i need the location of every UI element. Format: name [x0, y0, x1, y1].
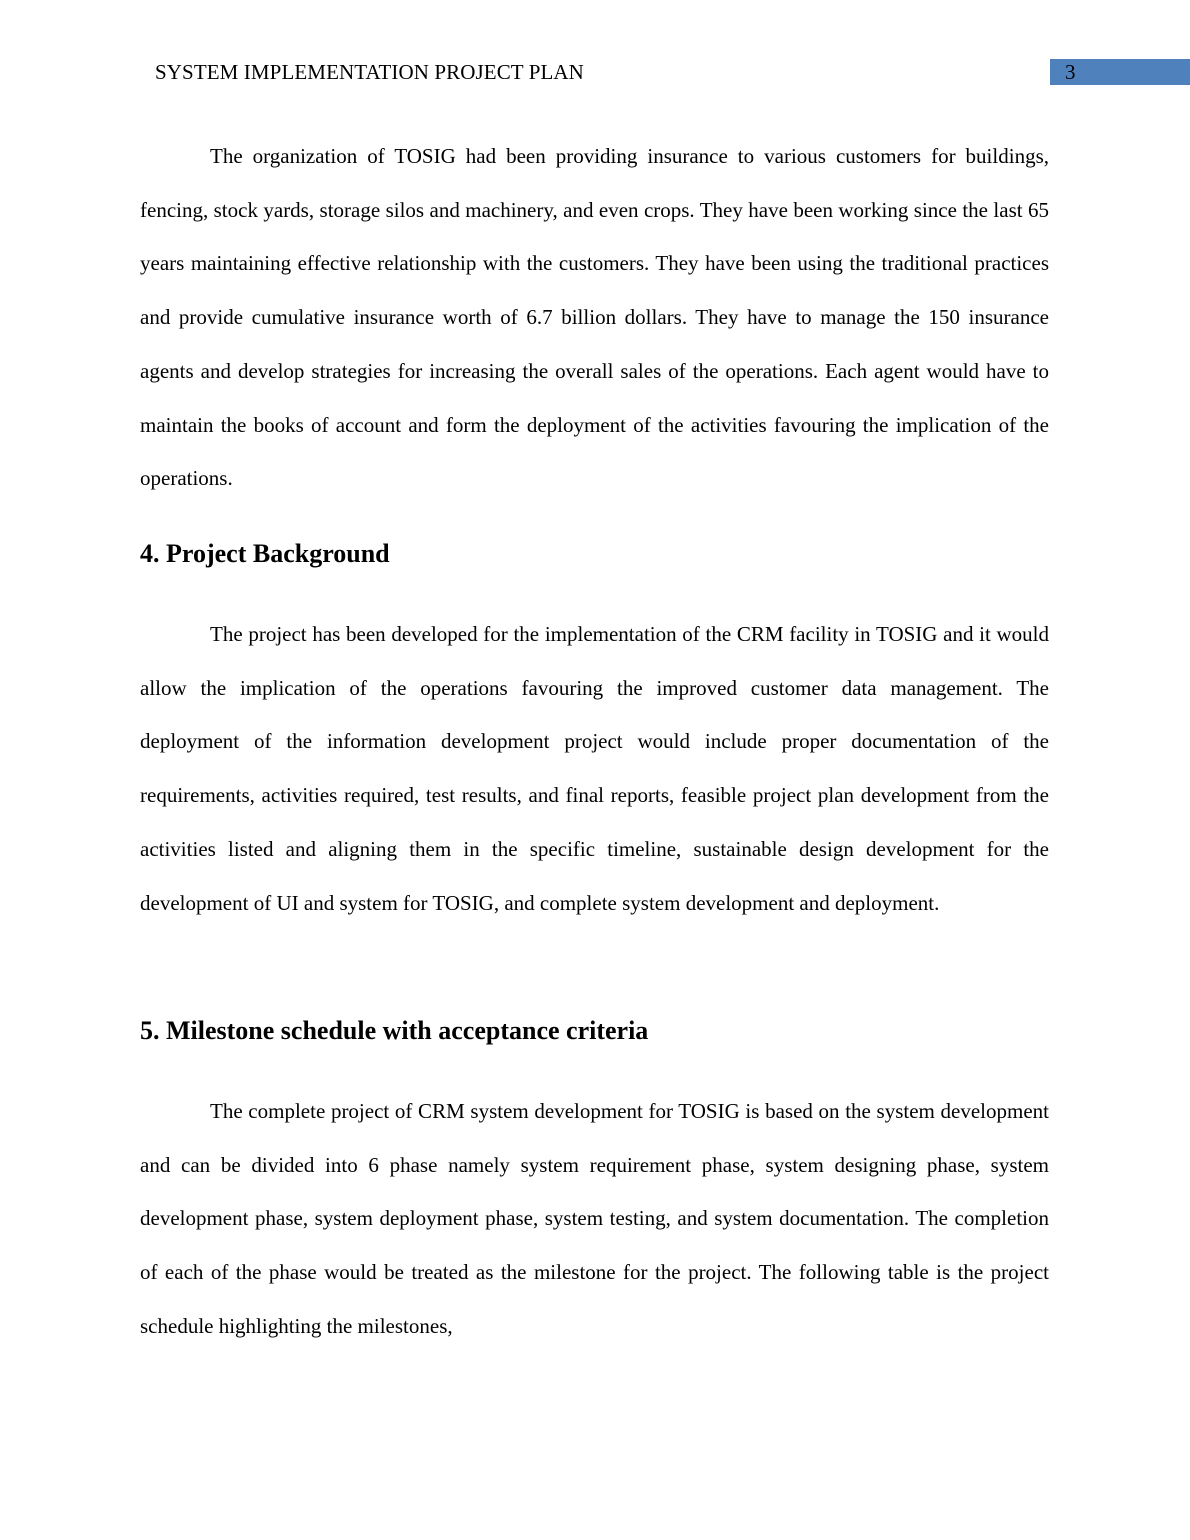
intro-paragraph: The organization of TOSIG had been providing insurance to various customers for buildings, fencing, stock yards, storage silos and machinery, and even crops. They have been working since the last 65 years maintaining effective relationship with the customers. They have been using the traditional practices and provide cumulative insurance worth of 6.7 billion dollars. They have to manage the 150 insurance agents and develop strategies for increasing the overall sales of the operations. Each agent would have to maintain the books of account and form the deployment of the activities favouring the implication of the operations. [140, 144, 1049, 491]
page-number: 3 [1065, 60, 1076, 84]
milestone-schedule-paragraph: The complete project of CRM system development for TOSIG is based on the system development and can be divided into 6 phase namely system requirement phase, system designing phase, system development phase, system deployment phase, system testing, and system documentation. The completion of each of the phase would be treated as the milestone for the project. The following table is the project schedule highlighting the milestones, [140, 1099, 1049, 1338]
page-number-bar [1050, 59, 1190, 85]
project-background-paragraph: The project has been developed for the implementation of the CRM facility in TOSIG and it would allow the implication of the operations favouring the improved customer data management. The deployment of the information development project would include proper documentation of the requirements, activities required, test results, and final reports, feasible project plan development from the activities listed and aligning them in the specific timeline, sustainable design development for the development of UI and system for TOSIG, and complete system development and deployment. [140, 622, 1049, 915]
section-heading-project-background: 4. Project Background [140, 539, 390, 568]
section-heading-milestone-schedule: 5. Milestone schedule with acceptance criteria [140, 1016, 649, 1045]
running-head: SYSTEM IMPLEMENTATION PROJECT PLAN [155, 60, 584, 84]
